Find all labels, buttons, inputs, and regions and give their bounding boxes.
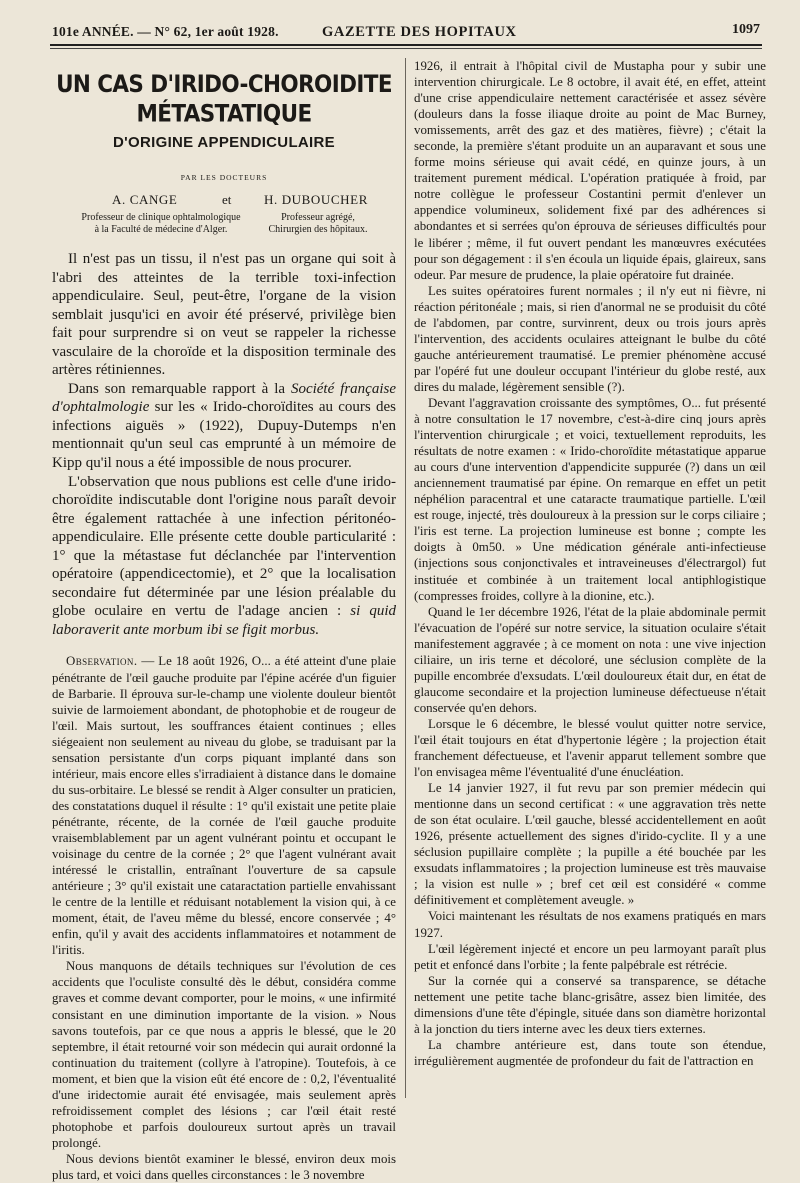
body-paragraph: L'œil légèrement injecté et encore un peu larmoyant paraît plus petit et enfoncé dans l'orbite ; la fente palpébrale est rétrécie. xyxy=(414,941,766,972)
body-paragraph: Lorsque le 6 décembre, le blessé voulut quitter notre service, l'œil était toujours en état d'hypertonie légère ; la projection était franchement défectueuse, et l'avenir apparut tellement sombre que l'on envisagea même l'éventualité d'une énucléation. xyxy=(414,716,766,780)
authors xyxy=(52,192,396,210)
body-paragraph: Voici maintenant les résultats de nos examens pratiqués en mars 1927. xyxy=(414,909,766,940)
author-cange: A. CANGE xyxy=(112,192,178,207)
author-duboucher: H. DUBOUCHER xyxy=(264,192,368,207)
body-paragraph: Quand le 1er décembre 1926, l'état de la plaie abdominale permit l'évacuation de l'opéré sur notre service, la situation oculaire s'était manifestement aggravée ; à ce moment on nota : une vive injection ciliaire, un iris terne et décoloré, une séclusion complète de la pupille encombrée d'exsudats. L'œil douloureux était dur, en état de glaucome secondaire et la projection lumineuse défectueuse n'était conservée qu'en dehors. xyxy=(414,604,766,715)
article-title: UN CAS D'IRIDO-CHOROIDITE MÉTASTATIQUE xyxy=(56,70,392,128)
observation-continued xyxy=(414,58,766,1069)
article-subtitle: D'ORIGINE APPENDICULAIRE xyxy=(113,134,335,151)
latin-adage: si quid laboraverit ante morbum ibi se figit morbus. xyxy=(52,603,396,638)
column-divider xyxy=(405,58,406,1098)
intro-paragraph xyxy=(52,473,396,640)
journal-title: GAZETTE DES HOPITAUX xyxy=(322,24,517,40)
observation-paragraph: Nous manquons de détails techniques sur l'évolution de ces accidents que l'oculiste consulté dès le début, considéra comme graves et comme devant comporter, pour le moins, « une infirmité consistant en une diminution importante de la vision. » Nous savons toutefois, par ce que nous a appris le blessé, que le 20 septembre, il était retourné voir son médecin qui aurait ordonné la continuation du traitement (collyre à l'atropine). Toutefois, à ce moment, et bien que la vision eût été encore de : 0,2, l'éventualité d'une iridectomie aurait été envisagée, mais seulement après refroidissement complet des lésions ; car l'œil était resté photophobe et parfois douloureux surtout après un travail prolongé. xyxy=(52,959,396,1150)
introduction xyxy=(52,250,396,639)
text-run: L'observation que nous publions est celle d'une irido-choroïdite indiscutable dont l'origine nous paraît devoir être également rattachée à une infection péritonéo-appendiculaire. Elle présente cette double particularité : 1° que la métastase fut déclanchée par l'intervention opératoire (appendicectomie), et 2° que la localisation secondaire fut déterminée par une lésion préalable du globe oculaire en vertu de l'adage ancien : xyxy=(52,473,396,620)
text-run: Dans son remarquable rapport à la xyxy=(68,380,291,397)
text-run: sur les « Irido-choroïdites au cours des infections aiguës » (1922), Dupuy-Dutemps n'en mentionnait qu'un seul cas emprunté à un mémoire de Kipp qu'il nous a été impossible de nous procurer. xyxy=(52,399,396,472)
body-paragraph: Sur la cornée qui a conservé sa transparence, se détache nettement une petite tache blanc-grisâtre, assez bien limitée, des dimensions d'une tête d'épingle, située dans son diamètre horizontal à la jonction du tiers interne avec les deux tiers externes. xyxy=(414,973,766,1036)
running-header xyxy=(52,20,760,46)
page-number: 1097 xyxy=(732,22,760,37)
body-paragraph: Le 14 janvier 1927, il fut revu par son premier médecin qui mentionne dans un second certificat : « une aggravation très nette de son état oculaire. L'œil gauche, blessé accidentellement en août 1926, présente actuellement des signes d'irido-cyclite. Il y a une séclusion pupillaire complète ; la pupille a été bouchée par les exsudats inflammatoires ; la projection lumineuse est très mauvaise ; la vision est nulle » ; bref cet œil est considéré « comme définitivement et complètement aveugle. » xyxy=(414,781,766,908)
body-paragraph: 1926, il entrait à l'hôpital civil de Mustapha pour y subir une intervention chirurgicale. Le 8 octobre, il avait été, en effet, atteint d'une crise appendiculaire nettement caractérisée et assez sévère (douleurs dans la fosse iliaque droite au point de Mac Burney, vomissements, arrêt des gaz et des matières, fièvre) ; c'était la seconde, la première s'étant produite un an auparavant et sous une forme moins sérieuse qui avait cédé, en quinze jours, à un traitement purement médical. L'opération pratiquée à froid, par notre collègue le professeur Costantini permit d'enlever un appendice volumineux, solidement fixé par des adhérences si abondantes et si serrées qu'on éprouva de sérieuses difficultés pour le libérer ; même, il fut ouvert pendant les manœuvres exécutées pour son dégagement : il s'en écoula un liquide épais, glaireux, sans odeur. Par mesure de prudence, la plaie opératoire fut drainée. xyxy=(414,59,766,282)
author-joiner: et xyxy=(222,192,232,207)
text-run: — Le 18 août 1926, O... a été atteint d'une plaie pénétrante de l'œil gauche produite par l'épine acérée d'un figuier de Barbarie. Il éprouva sur-le-champ une violente douleur bientôt suivie de larmoiement abondant, de photophobie et de rougeur de l'œil. Mais surtout, les souffrances étaient continues ; elles siégeaient non seulement au niveau du globe, se traduisant par la sensation persistante d'un corps piquant implanté dans son intérieur, mais encore elles s'irradiaient à distance dans le domaine du sus-orbitaire. Le blessé se rendit à Alger consulter un praticien, des constatations duquel il résulte : 1° qu'il existait une petite plaie pénétrante, récente, de la cornée de l'œil gauche produite vraisemblablement par un agent vulnérant pointu et occupant le voisinage du centre de la cornée ; 2° que l'agent vulnérant avait intéressé le cristallin, entraînant l'ouverture de sa capsule antérieure ; 3° qu'il existait une cataractation partielle envahissant le centre de la lentille et réduisant notablement la vision qui, à ce moment, était, de l'aveu même du blessé, encore conservée ; 4° enfin, qu'il y avait des accidents inflammatoires et notamment de l'iritis. xyxy=(52,654,396,958)
left-column xyxy=(52,58,396,1183)
observation-paragraph: Nous devions bientôt examiner le blessé, environ deux mois plus tard, et voici dans quelles circonstances : le 3 novembre xyxy=(52,1151,396,1182)
affiliation-cange: Professeur de clinique ophtalmologique à la Faculté de médecine d'Alger. xyxy=(81,212,241,235)
observation-label: Observation. xyxy=(66,654,138,669)
header-rule xyxy=(50,44,762,46)
observation-paragraph xyxy=(52,653,396,958)
byline: PAR LES DOCTEURS xyxy=(180,173,268,182)
issue-info: 101e ANNÉE. — N° 62, 1er août 1928. xyxy=(52,24,279,39)
header-rule-thin xyxy=(50,48,762,49)
observation-section xyxy=(52,653,396,1183)
affiliation-duboucher: Professeur agrégé, Chirurgien des hôpitaux. xyxy=(268,212,368,235)
intro-paragraph: Il n'est pas un tissu, il n'est pas un organe qui soit à l'abri des atteintes de la terrible toxi-infection appendiculaire. Seul, peut-être, l'organe de la vision semblait jusqu'ici en avoir été préservé, privilège bien fait pour surprendre si on veut se rappeler la richesse vasculaire de la choroïde et la disposition terminale des artères rétiniennes. xyxy=(52,251,396,379)
right-column xyxy=(414,58,766,1069)
society-name: Société française d'ophtalmologie xyxy=(52,380,396,416)
body-paragraph: La chambre antérieure est, dans toute son étendue, irrégulièrement augmentée de profondeur du fait de l'attraction en xyxy=(414,1037,766,1068)
body-paragraph: Les suites opératoires furent normales ; il n'y eut ni fièvre, ni réaction péritonéale ; mais, si rien d'anormal ne se produisit du côté de l'abdomen, par contre, survinrent, deux ou trois jours après l'intervention, des accidents oculaires atteignant le bulbe du côté gauche antérieurement traumatisé. Le premier phénomène accusé par l'opéré fut une douleur occupant l'intérieur du globe resté, aux dires du malade, légèrement sensible (?). xyxy=(414,283,766,394)
body-paragraph: Devant l'aggravation croissante des symptômes, O... fut présenté à notre consultation le 17 novembre, c'est-à-dire cinq jours après l'intervention chirurgicale ; et voici, textuellement reproduits, les résultats de notre examen : « Irido-choroïdite métastatique apparue au cours d'une intervention d'appendicite suppurée (?) dans un œil anciennement traumatisé par épine. On remarque en effet un petit néphélion paracentral et une cataracte traumatique partielle. L'œil est rouge, injecté, très douloureux à la pression sur le corps ciliaire ; l'iris est terne. La projection lumineuse est bonne ; compte les doigts à 0m50. » Une médication générale anti-infectieuse (injections sous conjonctivales et intraveineuses d'électrargol) fut instituée et combinée à un traitement local antiphlogistique (compresses froides, collyre à la dionine, etc.). xyxy=(414,395,766,603)
affiliations xyxy=(52,212,396,236)
intro-paragraph xyxy=(52,380,396,473)
